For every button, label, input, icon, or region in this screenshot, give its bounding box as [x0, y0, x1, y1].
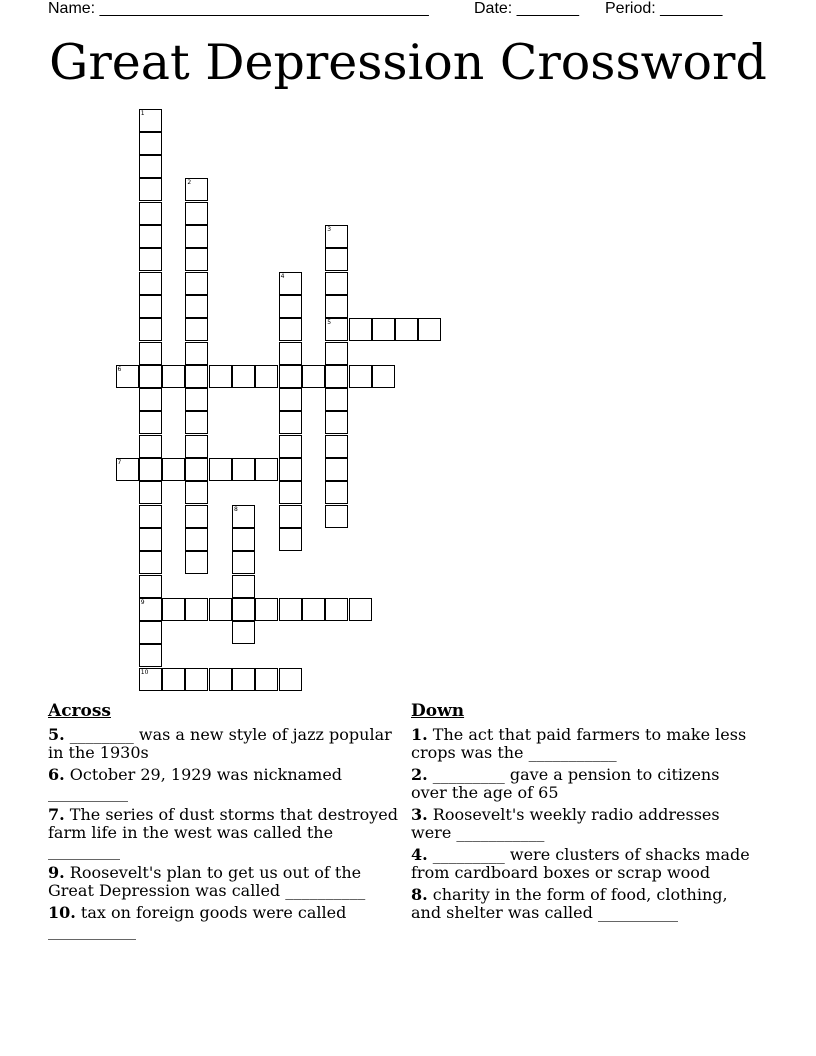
clue-item [411, 806, 756, 842]
grid-cell[interactable] [279, 481, 302, 504]
grid-cell[interactable] [232, 505, 255, 528]
grid-cell[interactable] [325, 318, 348, 341]
grid-cell[interactable] [185, 411, 208, 434]
grid-cell[interactable] [185, 248, 208, 271]
grid-cell[interactable] [185, 598, 208, 621]
grid-cell[interactable] [372, 365, 395, 388]
clue-number: 7 [117, 459, 122, 466]
clue-number: 6 [117, 365, 122, 373]
grid-cell[interactable] [162, 458, 185, 481]
grid-cell[interactable] [139, 388, 162, 411]
grid-cell[interactable] [232, 365, 255, 388]
grid-cell[interactable] [349, 318, 372, 341]
grid-cell[interactable] [185, 505, 208, 528]
across-clue-list [48, 726, 400, 940]
clue-item [411, 846, 756, 882]
clue-number: 5 [327, 319, 332, 327]
page-title: Great Depression Crossword [49, 34, 767, 91]
grid-cell[interactable] [139, 644, 162, 667]
grid-cell[interactable] [185, 481, 208, 504]
grid-cell[interactable] [418, 318, 441, 341]
grid-cell[interactable] [279, 458, 302, 481]
grid-cell[interactable] [139, 248, 162, 271]
grid-cell[interactable] [325, 225, 348, 248]
clue-text: tax on foreign goods were called ___________ [48, 903, 347, 940]
grid-cell[interactable] [232, 458, 255, 481]
grid-cell[interactable] [139, 458, 162, 481]
grid-cell[interactable] [279, 272, 302, 295]
grid-cell[interactable] [116, 365, 139, 388]
grid-cell[interactable] [185, 668, 208, 691]
grid-cell[interactable] [139, 272, 162, 295]
grid-cell[interactable] [139, 411, 162, 434]
clue-item [411, 726, 756, 762]
grid-cell[interactable] [325, 248, 348, 271]
clue-number-label: 7. [48, 805, 65, 824]
clue-item [48, 904, 400, 940]
grid-cell[interactable] [325, 505, 348, 528]
clue-number-label: 3. [411, 805, 428, 824]
grid-cell[interactable] [325, 295, 348, 318]
grid-cell[interactable] [209, 458, 232, 481]
grid-cell[interactable] [395, 318, 418, 341]
grid-cell[interactable] [209, 668, 232, 691]
down-clue-list [411, 726, 756, 922]
grid-cell[interactable] [139, 481, 162, 504]
grid-cell[interactable] [139, 225, 162, 248]
date-field-label[interactable]: Date: _______ [474, 0, 579, 17]
clue-number: 1 [140, 109, 145, 117]
clue-text: The series of dust storms that destroyed farm life in the west was called the _________ [48, 805, 399, 860]
clue-item [48, 766, 400, 802]
grid-cell[interactable] [185, 435, 208, 458]
clue-number-label: 2. [411, 765, 428, 784]
grid-cell[interactable] [139, 505, 162, 528]
grid-cell[interactable] [302, 365, 325, 388]
grid-cell[interactable] [139, 528, 162, 551]
grid-cell[interactable] [325, 365, 348, 388]
grid-cell[interactable] [209, 598, 232, 621]
grid-cell[interactable] [325, 272, 348, 295]
grid-cell[interactable] [139, 365, 162, 388]
clue-text: October 29, 1929 was nicknamed __________ [48, 765, 343, 802]
clue-number-label: 8. [411, 885, 428, 904]
grid-cell[interactable] [139, 598, 162, 621]
grid-cell[interactable] [139, 551, 162, 574]
grid-cell[interactable] [185, 528, 208, 551]
grid-cell[interactable] [232, 528, 255, 551]
grid-cell[interactable] [185, 178, 208, 201]
grid-cell[interactable] [279, 668, 302, 691]
grid-cell[interactable] [255, 458, 278, 481]
grid-cell[interactable] [255, 668, 278, 691]
grid-cell[interactable] [139, 435, 162, 458]
grid-cell[interactable] [279, 528, 302, 551]
grid-cell[interactable] [325, 388, 348, 411]
clue-item [411, 886, 756, 922]
grid-cell[interactable] [139, 342, 162, 365]
grid-cell[interactable] [185, 365, 208, 388]
grid-cell[interactable] [185, 225, 208, 248]
clue-text: Roosevelt's weekly radio addresses were ___________ [411, 805, 720, 842]
clue-number-label: 5. [48, 725, 65, 744]
clue-text: _________ were clusters of shacks made from cardboard boxes or scrap wood [411, 845, 750, 882]
grid-cell[interactable] [139, 109, 162, 132]
grid-cell[interactable] [185, 458, 208, 481]
clue-text: charity in the form of food, clothing, and shelter was called __________ [411, 885, 728, 922]
grid-cell[interactable] [232, 668, 255, 691]
clue-text: Roosevelt's plan to get us out of the Great Depression was called __________ [48, 863, 366, 900]
across-heading: Across [48, 701, 111, 721]
clue-number: 10 [140, 668, 149, 676]
clue-number-label: 4. [411, 845, 428, 864]
clue-item [48, 726, 400, 762]
grid-cell[interactable] [279, 388, 302, 411]
grid-cell[interactable] [139, 668, 162, 691]
grid-cell[interactable] [185, 202, 208, 225]
grid-cell[interactable] [349, 598, 372, 621]
grid-cell[interactable] [279, 318, 302, 341]
grid-cell[interactable] [279, 411, 302, 434]
grid-cell[interactable] [139, 155, 162, 178]
clue-number: 2 [187, 179, 192, 187]
grid-cell[interactable] [185, 272, 208, 295]
grid-cell[interactable] [209, 365, 232, 388]
down-clues [411, 700, 756, 926]
grid-cell[interactable] [255, 365, 278, 388]
clue-number: 4 [280, 272, 285, 280]
grid-cell[interactable] [162, 668, 185, 691]
clue-text: The act that paid farmers to make less crops was the ___________ [411, 725, 747, 762]
grid-cell[interactable] [325, 342, 348, 365]
grid-cell[interactable] [325, 411, 348, 434]
period-field-label[interactable]: Period: _______ [605, 0, 723, 17]
grid-cell[interactable] [302, 598, 325, 621]
clue-number: 8 [234, 505, 238, 513]
grid-cell[interactable] [325, 458, 348, 481]
clue-item [48, 864, 400, 900]
grid-cell[interactable] [185, 388, 208, 411]
clue-number-label: 1. [411, 725, 428, 744]
clue-number: 3 [327, 226, 332, 233]
grid-cell[interactable] [162, 365, 185, 388]
down-heading: Down [411, 701, 465, 721]
grid-cell[interactable] [279, 365, 302, 388]
clue-number-label: 9. [48, 863, 65, 882]
grid-cell[interactable] [139, 295, 162, 318]
grid-cell[interactable] [139, 178, 162, 201]
grid-cell[interactable] [139, 575, 162, 598]
grid-cell[interactable] [325, 598, 348, 621]
grid-cell[interactable] [232, 551, 255, 574]
grid-cell[interactable] [139, 202, 162, 225]
across-clues [48, 700, 400, 944]
grid-cell[interactable] [279, 295, 302, 318]
grid-cell[interactable] [185, 551, 208, 574]
clue-number: 9 [140, 598, 145, 606]
grid-cell[interactable] [139, 318, 162, 341]
grid-cell[interactable] [372, 318, 395, 341]
grid-cell[interactable] [279, 505, 302, 528]
grid-cell[interactable] [255, 598, 278, 621]
clue-item [411, 766, 756, 802]
clue-number-label: 6. [48, 765, 65, 784]
clue-item [48, 806, 400, 860]
grid-cell[interactable] [139, 132, 162, 155]
grid-cell[interactable] [325, 435, 348, 458]
grid-cell[interactable] [116, 458, 139, 481]
grid-cell[interactable] [185, 318, 208, 341]
grid-cell[interactable] [162, 598, 185, 621]
grid-cell[interactable] [325, 481, 348, 504]
clue-number-label: 10. [48, 903, 76, 922]
grid-cell[interactable] [232, 598, 255, 621]
grid-cell[interactable] [232, 575, 255, 598]
grid-cell[interactable] [185, 295, 208, 318]
grid-cell[interactable] [232, 621, 255, 644]
name-field-label[interactable]: Name: _____________________________________ [48, 0, 429, 17]
grid-cell[interactable] [349, 365, 372, 388]
clue-text: _________ gave a pension to citizens over the age of 65 [411, 765, 720, 802]
grid-cell[interactable] [279, 342, 302, 365]
grid-cell[interactable] [139, 621, 162, 644]
grid-cell[interactable] [279, 435, 302, 458]
clue-text: ________ was a new style of jazz popular in the 1930s [48, 725, 392, 762]
grid-cell[interactable] [279, 598, 302, 621]
grid-cell[interactable] [185, 342, 208, 365]
